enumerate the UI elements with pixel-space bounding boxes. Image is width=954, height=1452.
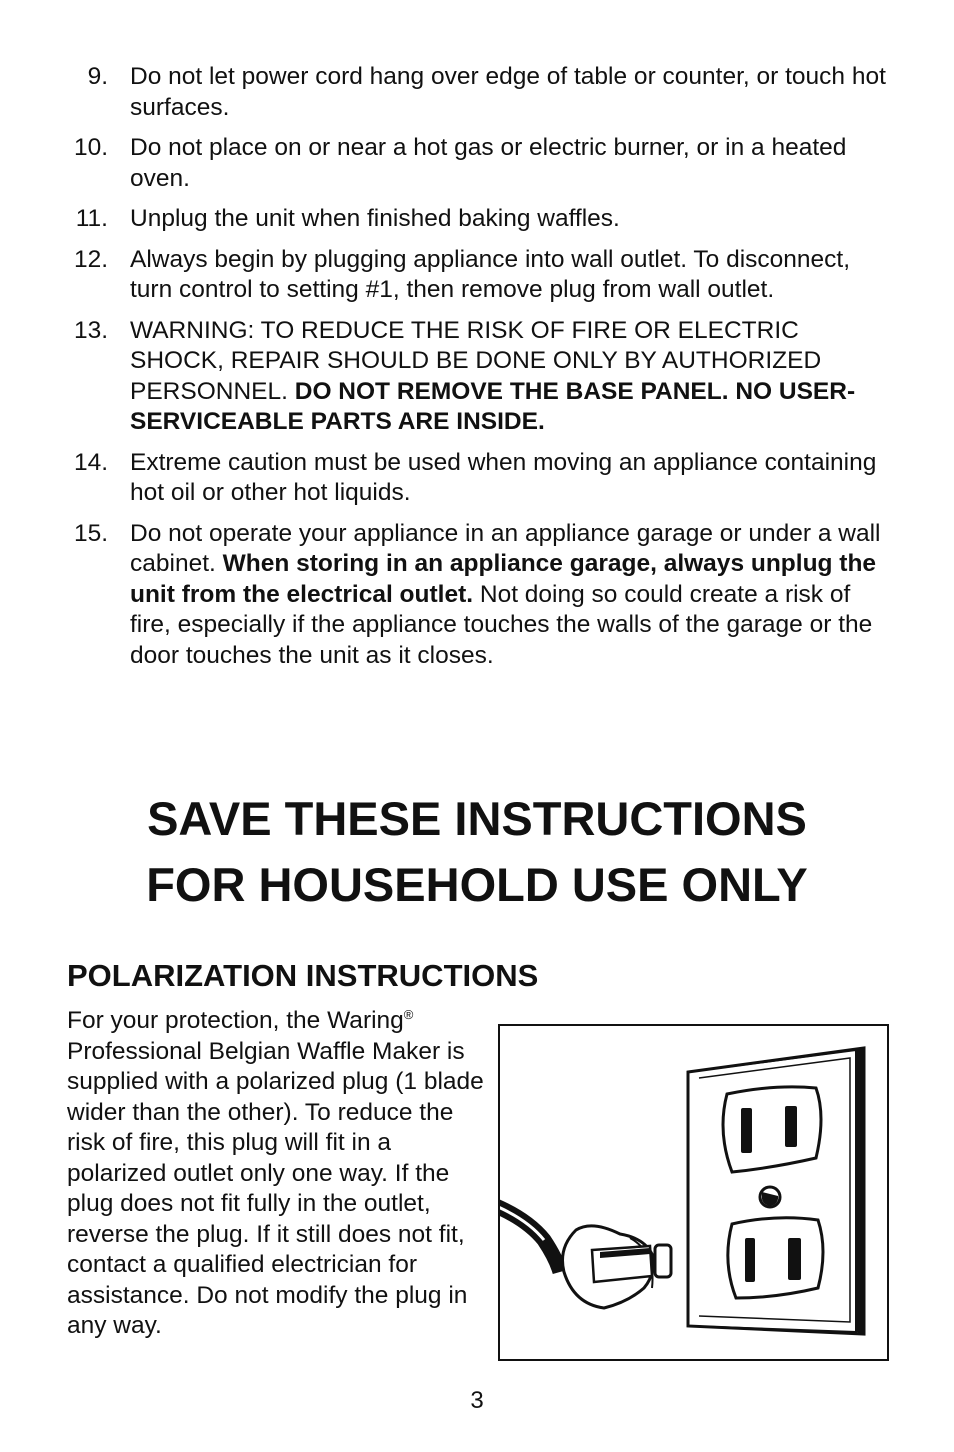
list-item-text <box>130 133 890 194</box>
plug-outlet-figure <box>498 1024 889 1361</box>
polarization-heading: POLARIZATION INSTRUCTIONS <box>67 958 539 993</box>
list-item <box>0 448 954 509</box>
list-item-number: 11. <box>75 205 108 232</box>
list-item <box>0 245 954 306</box>
list-item <box>0 133 954 194</box>
list-item <box>0 316 954 438</box>
list-item-number: 13. <box>73 316 108 344</box>
polarization-text-start: For your protection, the Waring <box>67 1007 404 1034</box>
bold-text: When storing in an appliance garage, always unplug the unit from the electrical outlet. <box>130 550 877 608</box>
list-item-text <box>130 448 890 509</box>
page-number: 3 <box>470 1387 484 1414</box>
list-item-number: 12. <box>73 245 108 273</box>
text-run: Do not let power cord hang over edge of table or counter, or touch hot surfaces. <box>130 63 886 121</box>
text-run: Not doing so could create a risk of fire, especially if the appliance touches the walls of the garage or the door touches the unit as it closes. <box>130 580 873 669</box>
list-item-number: 9. <box>87 63 108 90</box>
safety-instructions-list <box>0 62 954 681</box>
list-item-text <box>130 62 890 123</box>
list-item-text <box>130 316 890 438</box>
list-item-number: 10. <box>73 134 108 161</box>
polarization-text-end: Professional Belgian Waffle Maker is supplied with a polarized plug (1 blade wider than the other). To reduce the risk of fire, this plug will fit in a polarized outlet only one way. If the plug does not fit fully in the outlet, reverse the plug. If it still does not fit, contact a qualified electrician for assistance. Do not modify the plug in any way. <box>67 1037 484 1339</box>
polarized-plug-outlet-icon <box>500 1026 887 1359</box>
list-item-text <box>130 245 890 306</box>
list-item <box>0 62 954 123</box>
registered-mark: ® <box>403 1007 414 1022</box>
list-item <box>0 519 954 672</box>
household-use-heading: FOR HOUSEHOLD USE ONLY <box>146 858 808 911</box>
list-item-number: 15. <box>73 519 108 547</box>
save-instructions-heading: SAVE THESE INSTRUCTIONS <box>147 792 807 845</box>
text-run: Do not place on or near a hot gas or electric burner, or in a heated oven. <box>130 134 847 192</box>
text-run: Extreme caution must be used when moving an appliance containing hot oil or other hot liquids. <box>130 448 877 506</box>
list-item-text <box>130 519 890 672</box>
text-run: Always begin by plugging appliance into wall outlet. To disconnect, turn control to setting #1, then remove plug from wall outlet. <box>130 245 851 303</box>
text-run: WARNING: TO REDUCE THE RISK OF FIRE OR ELECTRIC SHOCK, REPAIR SHOULD BE DONE ONLY BY AUTHORIZED PERSONNEL. <box>130 316 822 405</box>
list-item <box>0 204 954 235</box>
text-run: Do not operate your appliance in an appliance garage or under a wall cabinet. <box>130 519 881 577</box>
list-item-text <box>130 204 890 235</box>
polarization-paragraph <box>67 1006 487 1342</box>
list-item-number: 14. <box>73 448 108 476</box>
bold-text: DO NOT REMOVE THE BASE PANEL. NO USER-SERVICEABLE PARTS ARE INSIDE. <box>130 377 856 435</box>
text-run: Unplug the unit when finished baking waffles. <box>130 205 620 232</box>
